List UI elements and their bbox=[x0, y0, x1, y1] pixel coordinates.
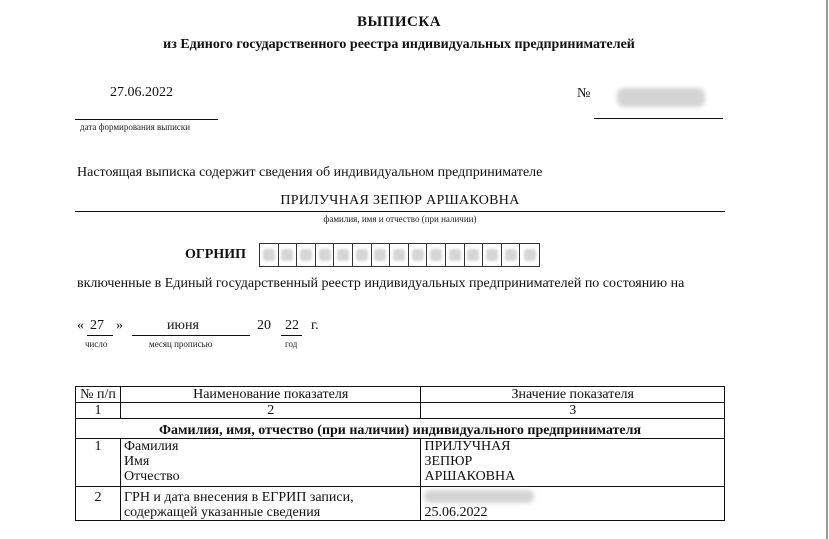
state-year-underline bbox=[281, 335, 302, 336]
ogrnip-cell bbox=[353, 244, 372, 266]
row-indicator-names bbox=[120, 487, 421, 521]
state-year: 22 bbox=[285, 318, 299, 333]
redacted-digit bbox=[449, 249, 461, 261]
header-number: № п/п bbox=[76, 387, 121, 403]
extract-number-label: № bbox=[577, 86, 591, 101]
page-edge-rule bbox=[826, 0, 828, 539]
state-month-underline bbox=[132, 335, 250, 336]
redacted-digit bbox=[337, 249, 349, 261]
ogrnip-cell bbox=[409, 244, 428, 266]
ogrnip-cells bbox=[259, 243, 540, 267]
ogrnip-cell bbox=[465, 244, 484, 266]
extract-number-underline bbox=[594, 118, 723, 119]
column-number-1: 1 bbox=[76, 403, 121, 419]
value-surname: ПРИЛУЧНАЯ bbox=[424, 439, 511, 454]
state-day-caption: число bbox=[85, 339, 108, 349]
indicator-first-name: Имя bbox=[123, 454, 150, 469]
section-title: Фамилия, имя, отчество (при наличии) индивидуального предпринимателя bbox=[76, 419, 725, 439]
redacted-extract-number bbox=[617, 88, 705, 107]
redacted-digit bbox=[430, 249, 442, 261]
redacted-digit bbox=[356, 249, 368, 261]
entrepreneur-name: ПРИЛУЧНАЯ ЗЕПЮР АРШАКОВНА bbox=[280, 193, 520, 208]
entrepreneur-name-caption: фамилия, имя и отчество (при наличии) bbox=[323, 214, 477, 224]
formation-date-underline bbox=[75, 119, 218, 120]
state-year-caption: год bbox=[285, 339, 298, 349]
redacted-digit bbox=[263, 249, 275, 261]
ogrnip-cell bbox=[279, 244, 298, 266]
entrepreneur-name-underline bbox=[75, 211, 725, 212]
close-quote: » bbox=[116, 318, 123, 333]
inclusion-text: включенные в Единый государственный реестр индивидуальных предпринимателей по состоянию на bbox=[77, 276, 685, 291]
table-header-row bbox=[76, 387, 725, 403]
indicator-grn-line-1: ГРН и дата внесения в ЕГРИП записи, bbox=[123, 490, 354, 505]
row-indicator-values bbox=[421, 487, 725, 521]
formation-date-caption: дата формирования выписки bbox=[80, 122, 191, 132]
redacted-digit bbox=[300, 249, 312, 261]
indicator-patronymic: Отчество bbox=[123, 469, 180, 484]
redacted-digit bbox=[412, 249, 424, 261]
ogrnip-cell bbox=[446, 244, 465, 266]
redacted-digit bbox=[505, 249, 517, 261]
redacted-digit bbox=[467, 249, 479, 261]
ogrnip-cell bbox=[502, 244, 521, 266]
ogrnip-cell bbox=[427, 244, 446, 266]
row-indicator-names bbox=[120, 439, 421, 487]
state-month-caption: месяц прописью bbox=[149, 339, 213, 349]
column-number-2: 2 bbox=[120, 403, 421, 419]
redacted-grn-value bbox=[424, 490, 721, 505]
intro-text: Настоящая выписка содержит сведения об индивидуальном предпринимателе bbox=[77, 165, 543, 180]
details-table bbox=[75, 386, 725, 521]
row-number: 2 bbox=[76, 487, 121, 521]
ogrnip-cell bbox=[260, 244, 279, 266]
section-title-row bbox=[76, 419, 725, 439]
redacted-digit bbox=[524, 249, 536, 261]
state-month: июня bbox=[167, 318, 199, 333]
redacted-digit bbox=[281, 249, 293, 261]
value-patronymic: АРШАКОВНА bbox=[424, 469, 516, 484]
document-subtitle: из Единого государственного реестра индивидуальных предпринимателей bbox=[163, 37, 635, 52]
state-day-underline bbox=[87, 335, 113, 336]
state-year-suffix: г. bbox=[311, 318, 319, 333]
formation-date: 27.06.2022 bbox=[110, 85, 173, 100]
value-first-name: ЗЕПЮР bbox=[424, 454, 473, 469]
ogrnip-cell bbox=[390, 244, 409, 266]
redacted-digit bbox=[486, 249, 498, 261]
value-grn-date: 25.06.2022 bbox=[424, 505, 488, 520]
ogrnip-cell bbox=[316, 244, 335, 266]
state-day: 27 bbox=[90, 318, 104, 333]
open-quote: « bbox=[77, 318, 84, 333]
ogrnip-cell bbox=[334, 244, 353, 266]
redacted-digit bbox=[319, 249, 331, 261]
ogrnip-cell bbox=[372, 244, 391, 266]
redacted-digit bbox=[393, 249, 405, 261]
header-indicator-name: Наименование показателя bbox=[120, 387, 421, 403]
document-title: ВЫПИСКА bbox=[356, 14, 442, 30]
ogrnip-cell bbox=[483, 244, 502, 266]
indicator-surname: Фамилия bbox=[123, 439, 179, 454]
row-indicator-values bbox=[421, 439, 725, 487]
column-number-3: 3 bbox=[421, 403, 725, 419]
state-century: 20 bbox=[257, 318, 271, 333]
ogrnip-cell bbox=[520, 244, 539, 266]
table-column-numbers-row bbox=[76, 403, 725, 419]
table-row bbox=[76, 487, 725, 521]
ogrnip-cell bbox=[297, 244, 316, 266]
redacted-digit bbox=[374, 249, 386, 261]
row-number: 1 bbox=[76, 439, 121, 487]
ogrnip-label: ОГРНИП bbox=[185, 247, 247, 262]
indicator-grn-line-2: содержащей указанные сведения bbox=[123, 505, 321, 520]
header-indicator-value: Значение показателя bbox=[421, 387, 725, 403]
table-row bbox=[76, 439, 725, 487]
